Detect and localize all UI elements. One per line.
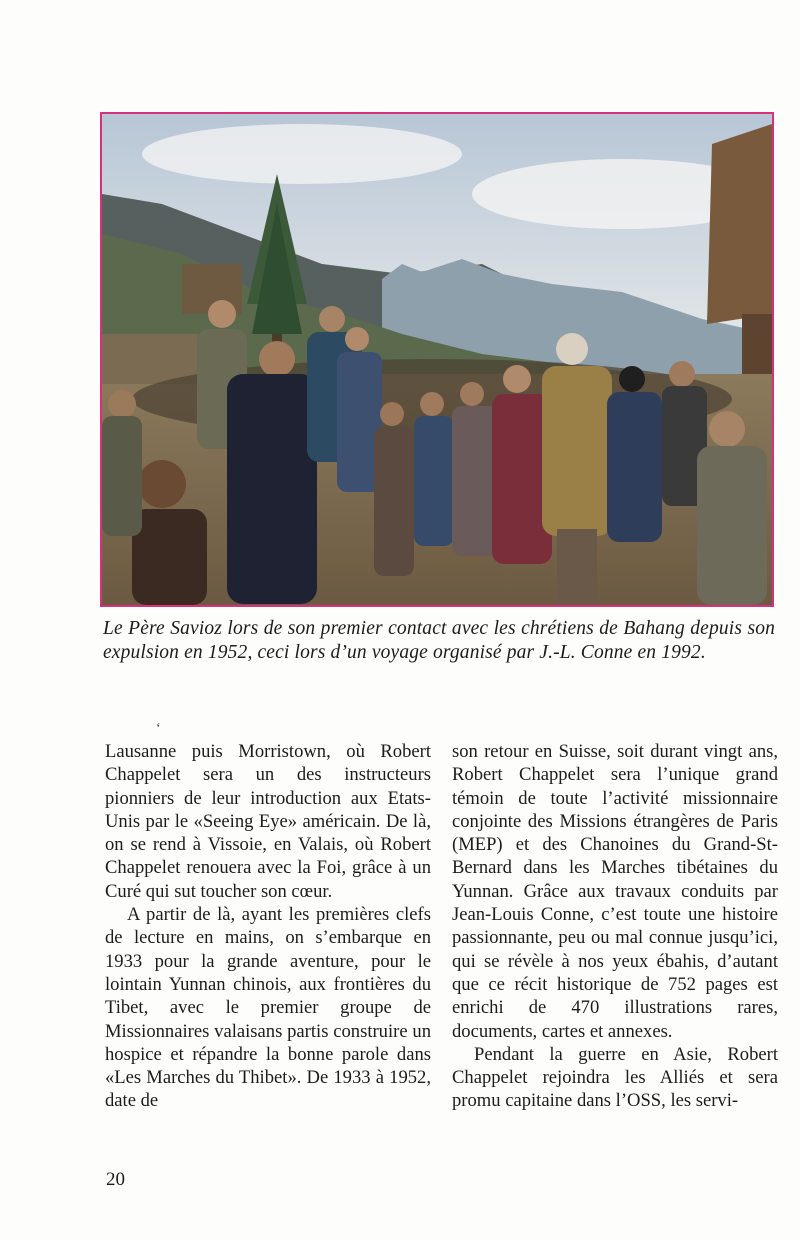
text-column-right bbox=[452, 740, 778, 1113]
paragraph: A partir de là, ayant les premières clefs de lecture en mains, on s’embarque en 1933 pour la grande aventure, pour le lointain Yunnan chinois, aux frontières du Tibet, avec le premier groupe de Missionnaires valaisans partis construire un hospice et répandre la bonne parole dans «Les Marches du Thibet». De 1933 à 1952, date de bbox=[105, 904, 431, 1112]
paragraph: son retour en Suisse, soit durant vingt ans, Robert Chappelet sera l’unique grand témoin de toute l’activité missionnaire conjointe des Missions étrangères de Paris (MEP) et des Chanoines du Grand-St-Bernard dans les Marches tibétaines du Yunnan. Grâce aux travaux conduits par Jean-Louis Conne, c’est toute une histoire passionnante, peu ou mal connue jusqu’ici, qui se révèle à nos yeux ébahis, d’autant que ce récit historique de 752 pages est enrichi de 470 illustrations rares, documents, cartes et annexes. bbox=[452, 741, 778, 1042]
photo-group-mountain-village-icon bbox=[102, 114, 772, 605]
stray-mark: ‘ bbox=[156, 721, 161, 736]
page-number: 20 bbox=[106, 1169, 125, 1190]
photo bbox=[100, 112, 774, 607]
paragraph: Pendant la guerre en Asie, Robert Chappelet rejoindra les Alliés et sera promu capitaine dans l’OSS, les servi- bbox=[452, 1043, 778, 1112]
text-column-left bbox=[105, 740, 431, 1113]
photo-caption: Le Père Savioz lors de son premier contact avec les chrétiens de Bahang depuis son expulsion en 1952, ceci lors d’un voyage organisé par J.-L. Conne en 1992. bbox=[103, 618, 775, 663]
paragraph: Lausanne puis Morristown, où Robert Chappelet sera un des instructeurs pionniers de leur introduction aux Etats-Unis par le «Seeing Eye» américain. De là, on se rend à Vissoie, en Valais, où Robert Chappelet renouera avec la Foi, grâce à un Curé qui sut toucher son cœur. bbox=[105, 741, 431, 902]
